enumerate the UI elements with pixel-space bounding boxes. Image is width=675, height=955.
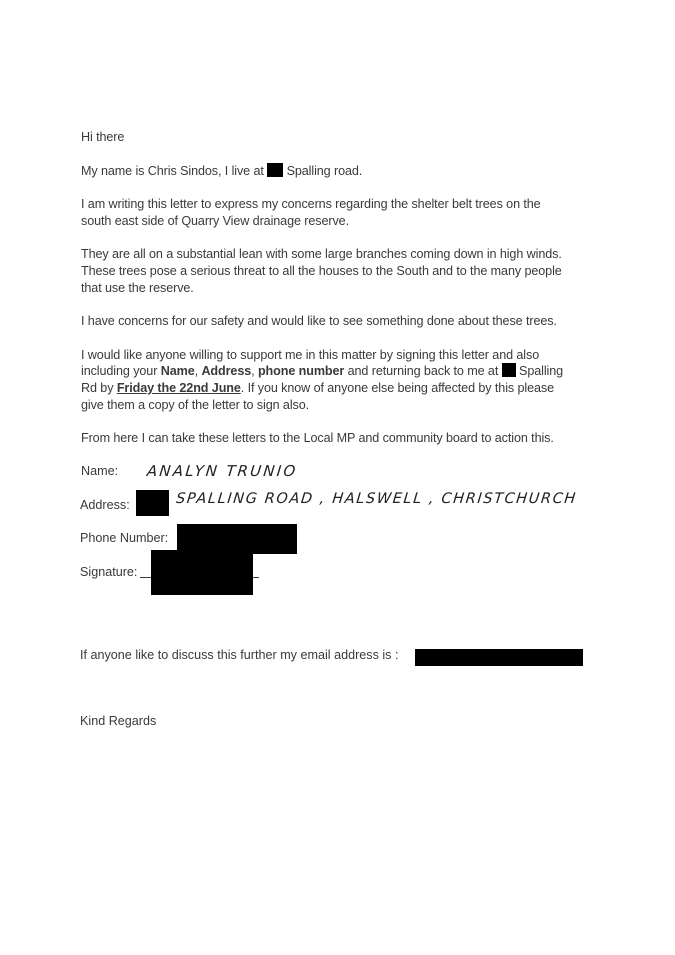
handwritten-name: ANALYN TRUNIO	[146, 462, 299, 480]
signature-label: Signature:	[80, 565, 138, 579]
deadline-date: Friday the 22nd June	[116, 380, 241, 395]
support-line-2-text: including your	[81, 364, 161, 379]
name-label: Name:	[81, 464, 119, 478]
intro-paragraph	[81, 163, 601, 180]
support-paragraph	[81, 347, 601, 413]
support-line-3-text: Rd by	[81, 380, 117, 395]
phone-number-label: Phone Number:	[80, 531, 169, 545]
closing: Kind Regards	[80, 714, 157, 728]
redacted-address-number	[136, 490, 169, 516]
handwritten-address: SPALLING ROAD , HALSWELL , CHRISTCHURCH	[175, 491, 578, 507]
letter-body	[81, 129, 601, 464]
bold-phone-number: phone number	[257, 364, 345, 379]
redacted-house-number	[267, 163, 283, 177]
concern-line-2: south east side of Quarry View drainage reserve.	[81, 213, 349, 228]
support-line-2	[81, 363, 601, 380]
concern-line-1: I am writing this letter to express my concerns regarding the shelter belt trees on the	[81, 197, 541, 212]
action-paragraph: From here I can take these letters to the Local MP and community board to action this.	[81, 431, 554, 446]
redacted-email	[415, 649, 583, 666]
support-line-3	[81, 380, 601, 397]
redacted-return-number	[502, 363, 516, 377]
safety-paragraph: I have concerns for our safety and would like to see something done about these trees.	[81, 314, 557, 329]
separator: ,	[251, 364, 258, 379]
greeting: Hi there	[81, 130, 125, 144]
lean-line-2: These trees pose a serious threat to all the houses to the South and to the many people	[81, 263, 562, 278]
intro-text-start: My name is Chris Sindos, I live at	[81, 163, 268, 178]
lean-paragraph	[81, 246, 601, 296]
address-label: Address:	[80, 498, 130, 512]
lean-line-1: They are all on a substantial lean with some large branches coming down in high winds.	[81, 247, 562, 262]
bold-address: Address	[201, 364, 252, 379]
support-line-2-street: Spalling	[515, 364, 564, 379]
redacted-signature	[151, 550, 253, 595]
separator: ,	[194, 364, 202, 379]
support-line-2-text-end: and returning back to me at	[344, 364, 502, 379]
concern-paragraph	[81, 196, 601, 229]
support-line-1: I would like anyone willing to support me in this matter by signing this letter and also	[81, 347, 540, 362]
bold-name: Name	[160, 364, 195, 379]
support-line-4: give them a copy of the letter to sign also.	[81, 397, 310, 412]
intro-text-end: Spalling road.	[283, 163, 363, 178]
lean-line-3: that use the reserve.	[81, 280, 194, 295]
email-line: If anyone like to discuss this further my email address is :	[80, 648, 399, 662]
support-line-3-text-end: . If you know of anyone else being affected by this please	[240, 380, 555, 395]
